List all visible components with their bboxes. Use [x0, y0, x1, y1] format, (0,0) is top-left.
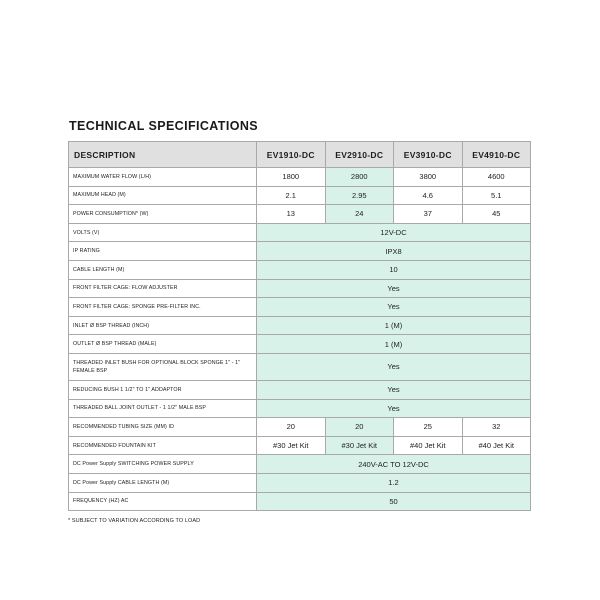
cell-value: Yes [257, 399, 531, 418]
cell-value: 1800 [257, 168, 326, 187]
header-description: DESCRIPTION [69, 142, 257, 168]
cell-value: 32 [462, 418, 531, 437]
cell-value: 4.6 [394, 186, 463, 205]
row-label: FRONT FILTER CAGE: FLOW ADJUSTER [69, 279, 257, 298]
header-model: EV2910-DC [325, 142, 394, 168]
table-row [69, 399, 531, 418]
cell-value: 1 (M) [257, 335, 531, 354]
table-row [69, 279, 531, 298]
table-row [69, 492, 531, 511]
cell-value: #40 Jet Kit [394, 436, 463, 455]
cell-value: 20 [325, 418, 394, 437]
table-row [69, 436, 531, 455]
table-row [69, 168, 531, 187]
header-model: EV1910-DC [257, 142, 326, 168]
table-row [69, 186, 531, 205]
table-row [69, 260, 531, 279]
table-row [69, 455, 531, 474]
row-label: RECOMMENDED TUBING SIZE (MM) ID [69, 418, 257, 437]
cell-value: 3800 [394, 168, 463, 187]
row-label: FREQUENCY (HZ) AC [69, 492, 257, 511]
cell-value: 2.95 [325, 186, 394, 205]
row-label: INLET Ø BSP THREAD (INCH) [69, 316, 257, 335]
row-label: FRONT FILTER CAGE: SPONGE PRE-FILTER INC. [69, 298, 257, 317]
row-label: IP RATING [69, 242, 257, 261]
page-title: TECHNICAL SPECIFICATIONS [69, 119, 259, 133]
cell-value: 37 [394, 205, 463, 224]
table-row [69, 205, 531, 224]
cell-value: 5.1 [462, 186, 531, 205]
cell-value: Yes [257, 298, 531, 317]
row-label: DC Power Supply CABLE LENGTH (M) [69, 473, 257, 492]
cell-value: 240V-AC TO 12V-DC [257, 455, 531, 474]
row-label: VOLTS (V) [69, 223, 257, 242]
cell-value: Yes [257, 380, 531, 399]
row-label: REDUCING BUSH 1 1/2" TO 1" ADDAPTOR [69, 380, 257, 399]
row-label: THREADED INLET BUSH FOR OPTIONAL BLOCK SPONGE 1" - 1" FEMALE BSP [69, 353, 257, 380]
row-label: DC Power Supply SWITCHING POWER SUPPLY [69, 455, 257, 474]
cell-value: 24 [325, 205, 394, 224]
cell-value: 2800 [325, 168, 394, 187]
row-label: MAXIMUM WATER FLOW (L/H) [69, 168, 257, 187]
table-row [69, 223, 531, 242]
cell-value: IPX8 [257, 242, 531, 261]
table-row [69, 316, 531, 335]
cell-value: #30 Jet Kit [257, 436, 326, 455]
row-label: CABLE LENGTH (M) [69, 260, 257, 279]
table-row [69, 473, 531, 492]
cell-value: 25 [394, 418, 463, 437]
cell-value: 1 (M) [257, 316, 531, 335]
cell-value: Yes [257, 353, 531, 380]
cell-value: 13 [257, 205, 326, 224]
header-model: EV4910-DC [462, 142, 531, 168]
cell-value: Yes [257, 279, 531, 298]
cell-value: 12V-DC [257, 223, 531, 242]
cell-value: 10 [257, 260, 531, 279]
cell-value: 1.2 [257, 473, 531, 492]
cell-value: 50 [257, 492, 531, 511]
header-model: EV3910-DC [394, 142, 463, 168]
cell-value: 45 [462, 205, 531, 224]
table-row [69, 380, 531, 399]
row-label: THREADED BALL JOINT OUTLET - 1 1/2" MALE BSP [69, 399, 257, 418]
cell-value: 4600 [462, 168, 531, 187]
table-row [69, 242, 531, 261]
row-label: POWER CONSUMPTION* (W) [69, 205, 257, 224]
row-label: MAXIMUM HEAD (M) [69, 186, 257, 205]
table-header-row [69, 142, 531, 168]
table-row [69, 298, 531, 317]
table-row [69, 418, 531, 437]
cell-value: 2.1 [257, 186, 326, 205]
table-row [69, 353, 531, 380]
table-row [69, 335, 531, 354]
cell-value: #40 Jet Kit [462, 436, 531, 455]
row-label: RECOMMENDED FOUNTAIN KIT [69, 436, 257, 455]
footnote: * SUBJECT TO VARIATION ACCORDING TO LOAD [68, 518, 201, 524]
row-label: OUTLET Ø BSP THREAD (MALE) [69, 335, 257, 354]
spec-table [68, 141, 531, 511]
cell-value: #30 Jet Kit [325, 436, 394, 455]
cell-value: 20 [257, 418, 326, 437]
